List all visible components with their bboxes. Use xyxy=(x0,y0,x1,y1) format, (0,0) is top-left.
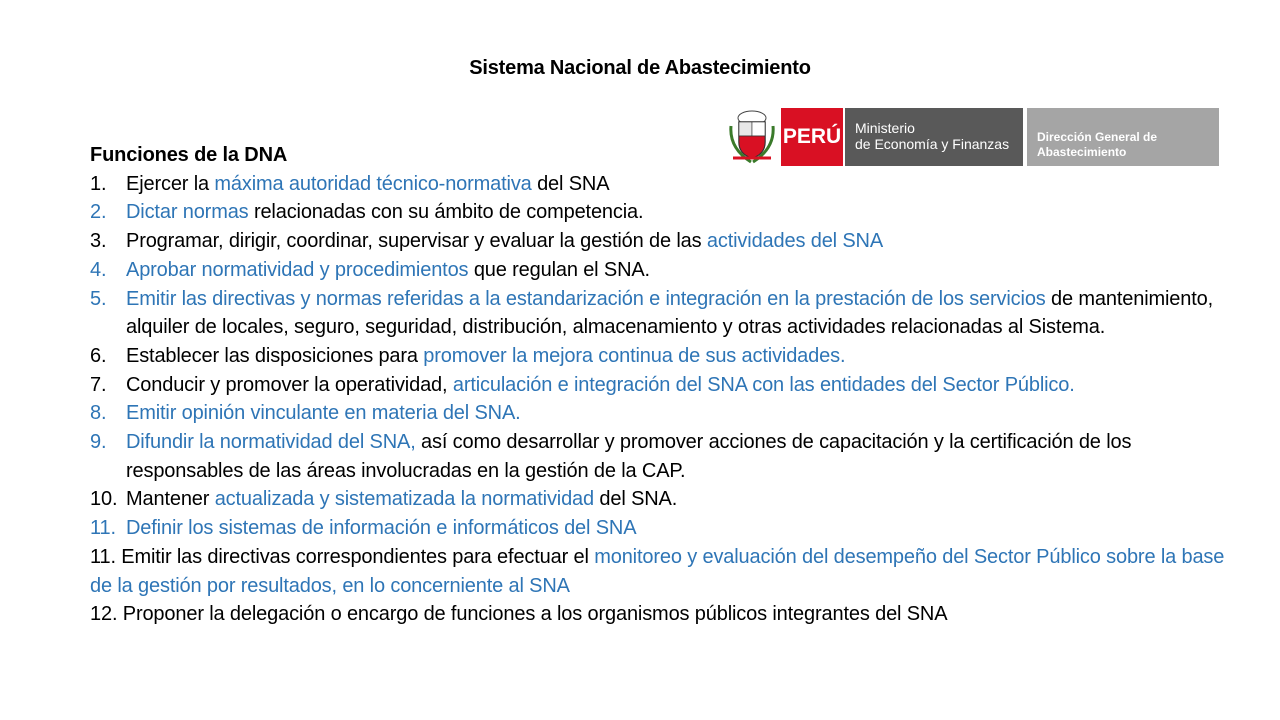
item-body xyxy=(126,428,1230,485)
functions-list xyxy=(90,141,1230,629)
item-text: 11. Emitir las directivas correspondientes para efectuar el xyxy=(90,545,595,568)
item-body xyxy=(126,371,1230,400)
list-item xyxy=(90,543,1230,600)
item-number: 8. xyxy=(90,402,107,425)
highlighted-text: monitoreo y evaluación del desempeño del Sector Público sobre la base de la gestión por resultados, en lo concerniente al SNA xyxy=(90,545,1225,597)
item-body xyxy=(126,485,1230,514)
item-body xyxy=(126,170,1230,199)
highlighted-text: promover la mejora continua de sus actividades. xyxy=(423,344,846,367)
list-item xyxy=(90,170,1230,199)
highlighted-text: Dictar normas xyxy=(126,201,249,224)
ministry-line-2: de Economía y Finanzas xyxy=(855,136,1010,152)
item-text: del SNA xyxy=(531,172,610,195)
item-text: que regulan el SNA. xyxy=(468,258,650,281)
item-number: 7. xyxy=(90,373,107,396)
item-number: 1. xyxy=(90,172,107,195)
list-item xyxy=(90,256,1230,285)
item-text: Mantener xyxy=(126,488,215,511)
item-number: 10. xyxy=(90,488,118,511)
item-text: así como desarrollar y promover acciones de capacitación y la certificación de los responsables de las áreas involucradas en la gestión de la CAP. xyxy=(126,431,1132,482)
item-body xyxy=(126,399,1230,428)
list-item xyxy=(90,485,1230,514)
highlighted-text: máxima autoridad técnico-normativa xyxy=(214,172,532,195)
item-text: Ejercer la xyxy=(126,172,215,195)
highlighted-text: actividades del SNA xyxy=(706,230,884,253)
item-number: 2. xyxy=(90,201,107,224)
item-text: del SNA. xyxy=(594,488,678,511)
page-title: Sistema Nacional de Abastecimiento xyxy=(469,57,811,79)
highlighted-text: Difundir la normatividad del SNA, xyxy=(126,431,416,454)
item-number: 5. xyxy=(90,287,107,310)
list-item xyxy=(90,342,1230,371)
item-body xyxy=(126,227,1230,256)
list-item xyxy=(90,428,1230,485)
list-item xyxy=(90,371,1230,400)
list-item xyxy=(90,600,1230,629)
item-body xyxy=(126,514,1230,543)
item-number: 4. xyxy=(90,258,107,281)
item-body xyxy=(126,342,1230,371)
list-item xyxy=(90,198,1230,227)
highlighted-text: actualizada y sistematizada la normatividad xyxy=(214,488,595,511)
item-number: 3. xyxy=(90,230,107,253)
ministry-line-1: Ministerio xyxy=(855,120,915,136)
direction-line-1: Dirección General de xyxy=(1037,130,1158,144)
list-item xyxy=(90,285,1230,342)
item-text: Conducir y promover la operatividad, xyxy=(126,373,453,396)
item-body xyxy=(126,285,1230,342)
list-item xyxy=(90,227,1230,256)
highlighted-text: Aprobar normatividad y procedimientos xyxy=(126,258,469,281)
list-item xyxy=(90,399,1230,428)
item-text: Programar, dirigir, coordinar, supervisar y evaluar la gestión de las xyxy=(126,230,707,253)
item-number: 9. xyxy=(90,431,107,454)
highlighted-text: Emitir las directivas y normas referidas a la estandarización e integración en la prestación de los servicios xyxy=(126,287,1046,310)
direction-line-2: Abastecimiento xyxy=(1037,145,1127,159)
list-item xyxy=(90,514,1230,543)
item-body xyxy=(126,256,1230,285)
item-text: 12. Proponer la delegación o encargo de funciones a los organismos públicos integrantes del SNA xyxy=(90,603,948,626)
item-number: 11. xyxy=(90,517,116,540)
peru-brand: PERÚ xyxy=(781,108,843,166)
highlighted-text: Emitir opinión vinculante en materia del SNA. xyxy=(126,402,521,425)
highlighted-text: Definir los sistemas de información e informáticos del SNA xyxy=(126,517,637,540)
item-number: 6. xyxy=(90,344,107,367)
item-body xyxy=(126,198,1230,227)
highlighted-text: articulación e integración del SNA con las entidades del Sector Público. xyxy=(452,373,1075,396)
plain-items xyxy=(90,543,1230,629)
item-text: Establecer las disposiciones para xyxy=(126,344,424,367)
section-heading: Funciones de la DNA xyxy=(90,144,288,166)
item-text: relacionadas con su ámbito de competencia. xyxy=(248,201,644,224)
item-text: de mantenimiento, alquiler de locales, seguro, seguridad, distribución, almacenamiento y otras actividades relacionadas al Sistema. xyxy=(126,287,1214,339)
numbered-items xyxy=(90,170,1230,543)
